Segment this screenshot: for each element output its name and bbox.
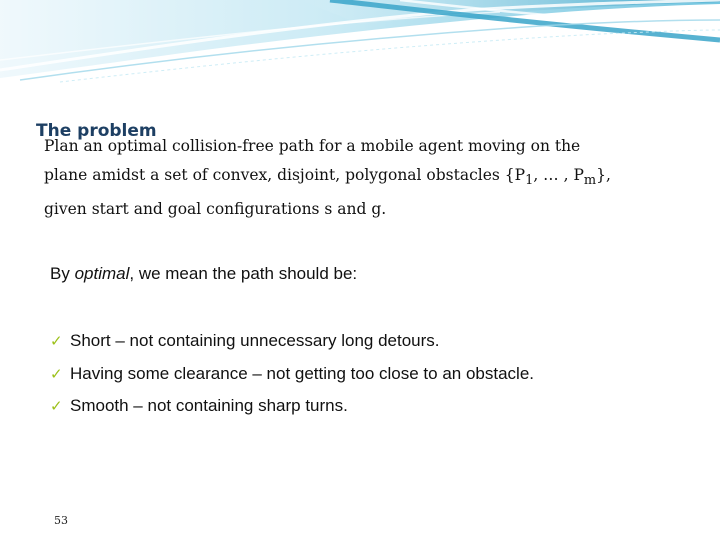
checkmark-icon: ✓ [50, 364, 63, 383]
problem-line-2 [44, 161, 684, 195]
obstacle-set-open: {P [504, 166, 526, 184]
criteria-text: Having some clearance – not getting too close to an obstacle. [70, 363, 535, 383]
checkmark-icon: ✓ [50, 397, 63, 415]
problem-line-1: Plan an optimal collision-free path for a mobile agent moving on the [44, 137, 581, 155]
intro-emphasis: optimal [74, 264, 130, 283]
slide-title: The problem [36, 121, 157, 141]
checkmark-icon: ✓ [50, 332, 63, 350]
page-number: 53 [54, 514, 68, 527]
intro-suffix: , we mean the path should be: [129, 264, 358, 283]
list-item [50, 361, 534, 394]
obstacle-subscript-1: 1 [525, 173, 534, 189]
criteria-text: Short – not containing unnecessary long detours. [70, 331, 440, 350]
list-item [50, 328, 534, 361]
problem-line-2-text: plane amidst a set of convex, disjoint, polygonal obstacles [44, 166, 505, 184]
obstacle-set-close: }, [596, 166, 611, 184]
intro-prefix: By [50, 264, 75, 283]
list-item [50, 393, 534, 426]
decorative-wave-banner [0, 0, 720, 110]
criteria-text: Smooth – not containing sharp turns. [70, 396, 348, 415]
problem-statement [44, 132, 684, 224]
obstacle-subscript-m: m [583, 173, 597, 189]
criteria-list [50, 328, 534, 426]
optimal-definition-intro [50, 264, 357, 284]
obstacle-set-ellipsis: , … , P [533, 166, 584, 184]
problem-line-3: given start and goal configurations s and g. [44, 200, 387, 219]
